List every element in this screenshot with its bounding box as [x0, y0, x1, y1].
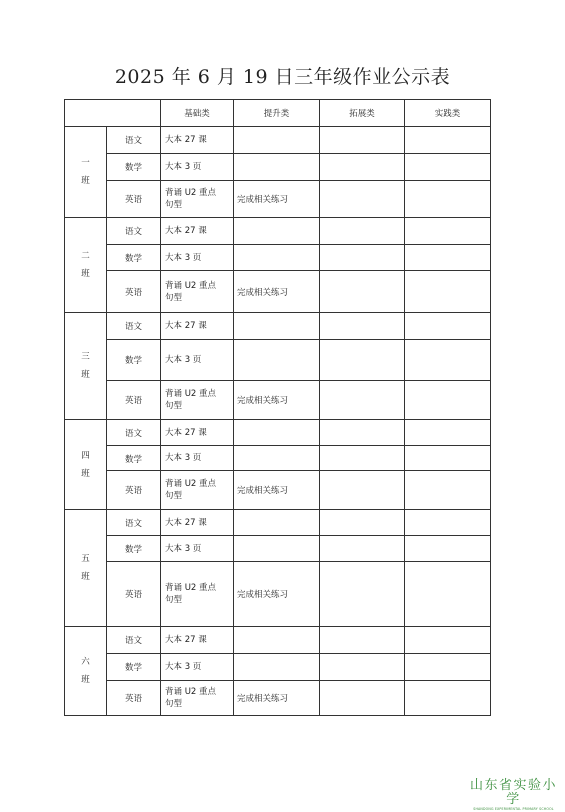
class-name-line: 班 [81, 572, 90, 582]
school-logo [466, 779, 561, 812]
basic-homework-cell [161, 471, 234, 510]
class-name-line: 三 [81, 352, 90, 362]
extend-homework-cell [320, 313, 405, 340]
class-name-line: 班 [81, 468, 90, 479]
basic-homework-cell: 大本 27 课 [161, 127, 234, 154]
improve-homework-cell [234, 536, 320, 562]
extend-homework-cell [320, 471, 405, 510]
practice-homework-cell [405, 562, 491, 627]
extend-homework-cell [320, 245, 405, 271]
improve-homework-cell [234, 313, 320, 340]
table-row [65, 340, 491, 381]
header-improve: 提升类 [234, 100, 320, 127]
header-row [65, 100, 491, 127]
class-name-line: 五 [81, 554, 90, 564]
subject-cell: 英语 [107, 271, 161, 313]
basic-homework-line: 背诵 U2 重点 [165, 188, 217, 198]
basic-homework-cell: 大本 27 课 [161, 510, 234, 536]
basic-homework-cell: 大本 27 课 [161, 627, 234, 654]
class-name-line: 班 [81, 269, 90, 279]
practice-homework-cell [405, 420, 491, 446]
class-name-cell [65, 218, 107, 313]
extend-homework-cell [320, 446, 405, 471]
class-name-line: 班 [81, 370, 90, 380]
improve-homework-cell [234, 446, 320, 471]
practice-homework-cell [405, 381, 491, 420]
table-row [65, 562, 491, 627]
table-row [65, 218, 491, 245]
basic-homework-cell [161, 271, 234, 313]
table-row [65, 313, 491, 340]
basic-homework-cell: 大本 3 页 [161, 154, 234, 181]
class-name-cell [65, 627, 107, 716]
improve-homework-cell: 完成相关练习 [234, 271, 320, 313]
extend-homework-cell [320, 340, 405, 381]
subject-cell: 数学 [107, 154, 161, 181]
basic-homework-line: 背诵 U2 重点 [165, 389, 217, 399]
basic-homework-cell: 大本 27 课 [161, 313, 234, 340]
class-name-line: 六 [81, 657, 90, 667]
basic-homework-line: 句型 [165, 401, 183, 411]
class-name-line: 班 [81, 675, 90, 685]
extend-homework-cell [320, 381, 405, 420]
basic-homework-cell: 大本 3 页 [161, 245, 234, 271]
subject-cell: 数学 [107, 245, 161, 271]
class-name-line: 四 [81, 450, 90, 461]
practice-homework-cell [405, 471, 491, 510]
homework-table [64, 99, 491, 716]
basic-homework-line: 句型 [165, 595, 183, 605]
extend-homework-cell [320, 536, 405, 562]
page-title: 2025 年 6 月 19 日三年级作业公示表 [114, 66, 451, 88]
extend-homework-cell [320, 154, 405, 181]
header-extend: 拓展类 [320, 100, 405, 127]
subject-cell: 语文 [107, 313, 161, 340]
practice-homework-cell [405, 536, 491, 562]
extend-homework-cell [320, 562, 405, 627]
extend-homework-cell [320, 510, 405, 536]
table-row [65, 420, 491, 446]
practice-homework-cell [405, 340, 491, 381]
basic-homework-line: 句型 [165, 200, 183, 210]
practice-homework-cell [405, 446, 491, 471]
practice-homework-cell [405, 313, 491, 340]
class-name-cell [65, 127, 107, 218]
class-name-cell [65, 510, 107, 627]
improve-homework-cell: 完成相关练习 [234, 471, 320, 510]
header-blank-cell [65, 100, 161, 127]
table-row [65, 127, 491, 154]
subject-cell: 数学 [107, 654, 161, 681]
basic-homework-cell: 大本 27 课 [161, 218, 234, 245]
improve-homework-cell [234, 127, 320, 154]
subject-cell: 英语 [107, 181, 161, 218]
basic-homework-line: 句型 [165, 292, 183, 303]
subject-cell: 英语 [107, 381, 161, 420]
class-name-cell [65, 420, 107, 510]
extend-homework-cell [320, 627, 405, 654]
extend-homework-cell [320, 681, 405, 716]
improve-homework-cell [234, 154, 320, 181]
subject-cell: 英语 [107, 562, 161, 627]
basic-homework-cell [161, 381, 234, 420]
extend-homework-cell [320, 271, 405, 313]
practice-homework-cell [405, 654, 491, 681]
school-logo-name: 山东省实验小学 [469, 778, 557, 807]
basic-homework-cell [161, 181, 234, 218]
table-row [65, 271, 491, 313]
practice-homework-cell [405, 627, 491, 654]
table-row [65, 510, 491, 536]
header-basic: 基础类 [161, 100, 234, 127]
practice-homework-cell [405, 271, 491, 313]
subject-cell: 数学 [107, 536, 161, 562]
class-name-cell [65, 313, 107, 420]
table-row [65, 471, 491, 510]
improve-homework-cell [234, 420, 320, 446]
improve-homework-cell [234, 654, 320, 681]
basic-homework-cell: 大本 3 页 [161, 446, 234, 471]
subject-cell: 数学 [107, 340, 161, 381]
improve-homework-cell [234, 627, 320, 654]
practice-homework-cell [405, 681, 491, 716]
table-row [65, 181, 491, 218]
practice-homework-cell [405, 181, 491, 218]
extend-homework-cell [320, 181, 405, 218]
basic-homework-cell: 大本 3 页 [161, 654, 234, 681]
class-name-line: 班 [81, 176, 90, 186]
practice-homework-cell [405, 127, 491, 154]
table-row [65, 245, 491, 271]
basic-homework-line: 背诵 U2 重点 [165, 479, 217, 489]
basic-homework-cell: 大本 27 课 [161, 420, 234, 446]
improve-homework-cell [234, 340, 320, 381]
basic-homework-line: 背诵 U2 重点 [165, 280, 217, 291]
basic-homework-cell [161, 562, 234, 627]
basic-homework-line: 句型 [165, 491, 183, 501]
table-row [65, 654, 491, 681]
subject-cell: 数学 [107, 446, 161, 471]
subject-cell: 语文 [107, 420, 161, 446]
subject-cell: 英语 [107, 471, 161, 510]
table-row [65, 681, 491, 716]
school-logo-subtitle: SHANDONG EXPERIMENTAL PRIMARY SCHOOL [473, 807, 554, 811]
practice-homework-cell [405, 218, 491, 245]
class-name-line: 一 [81, 158, 90, 168]
practice-homework-cell [405, 154, 491, 181]
basic-homework-line: 句型 [165, 699, 183, 709]
basic-homework-line: 背诵 U2 重点 [165, 687, 217, 697]
improve-homework-cell: 完成相关练习 [234, 681, 320, 716]
table-row [65, 154, 491, 181]
practice-homework-cell [405, 245, 491, 271]
improve-homework-cell [234, 245, 320, 271]
improve-homework-cell: 完成相关练习 [234, 381, 320, 420]
subject-cell: 语文 [107, 218, 161, 245]
extend-homework-cell [320, 218, 405, 245]
extend-homework-cell [320, 420, 405, 446]
table-row [65, 536, 491, 562]
practice-homework-cell [405, 510, 491, 536]
header-practice: 实践类 [405, 100, 491, 127]
subject-cell: 语文 [107, 627, 161, 654]
subject-cell: 英语 [107, 681, 161, 716]
basic-homework-cell: 大本 3 页 [161, 340, 234, 381]
table-row [65, 627, 491, 654]
basic-homework-cell [161, 681, 234, 716]
table-row [65, 381, 491, 420]
extend-homework-cell [320, 127, 405, 154]
improve-homework-cell: 完成相关练习 [234, 181, 320, 218]
extend-homework-cell [320, 654, 405, 681]
improve-homework-cell [234, 510, 320, 536]
improve-homework-cell: 完成相关练习 [234, 562, 320, 627]
subject-cell: 语文 [107, 510, 161, 536]
class-name-line: 二 [81, 251, 90, 261]
table-row [65, 446, 491, 471]
subject-cell: 语文 [107, 127, 161, 154]
basic-homework-line: 背诵 U2 重点 [165, 583, 217, 593]
basic-homework-cell: 大本 3 页 [161, 536, 234, 562]
improve-homework-cell [234, 218, 320, 245]
